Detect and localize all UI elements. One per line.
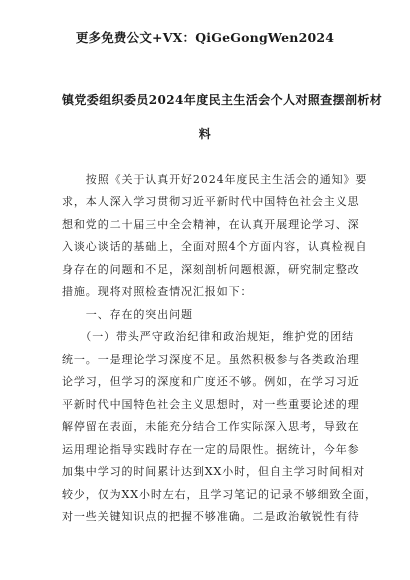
body-line: 较少，仅为XX小时左右，且学习笔记的记录不够细致全面，	[62, 488, 377, 501]
document-title-line-2: 料	[198, 127, 212, 141]
body-line: 统一。一是理论学习深度不足。虽然积极参与各类政治理	[62, 353, 360, 366]
body-line: 身存在的问题和不足，深刻剖析问题根源，研究制定整改	[62, 263, 360, 276]
document-title-line-1: 镇党委组织委员2024年度民主生活会个人对照查摆剖析材	[62, 93, 383, 107]
body-line: 平新时代中国特色社会主义思想时，对一些重要论述的理	[62, 398, 360, 411]
body-line: 论学习，但学习的深度和广度还不够。例如，在学习习近	[62, 375, 360, 388]
body-line: 求，本人深入学习贯彻习近平新时代中国特色社会主义思	[62, 195, 360, 208]
body-line: 对一些关键知识点的把握不够准确。二是政治敏锐性有待	[62, 510, 360, 523]
body-line: 措施。现将对照检查情况汇报如下：	[62, 285, 253, 298]
section-heading: 一、存在的突出问题	[62, 308, 193, 321]
watermark-header: 更多免费公文+VX：QiGeGongWen2024	[75, 30, 335, 45]
body-line: 想和党的二十届三中全会精神，在认真开展理论学习、深	[62, 218, 360, 231]
body-line: 加集中学习的时间累计达到XX小时，但自主学习时间相对	[62, 465, 366, 478]
body-line: 解停留在表面，未能充分结合工作实际深入思考，导致在	[62, 420, 360, 433]
body-line: 运用理论指导实践时存在一定的局限性。据统计，今年参	[62, 443, 360, 456]
body-line: 按照《关于认真开好2024年度民主生活会的通知》要	[62, 173, 368, 186]
body-line: 入谈心谈话的基础上，全面对照4个方面内容，认真检视自	[62, 240, 368, 253]
body-line: （一）带头严守政治纪律和政治规矩，维护党的团结	[62, 330, 354, 343]
